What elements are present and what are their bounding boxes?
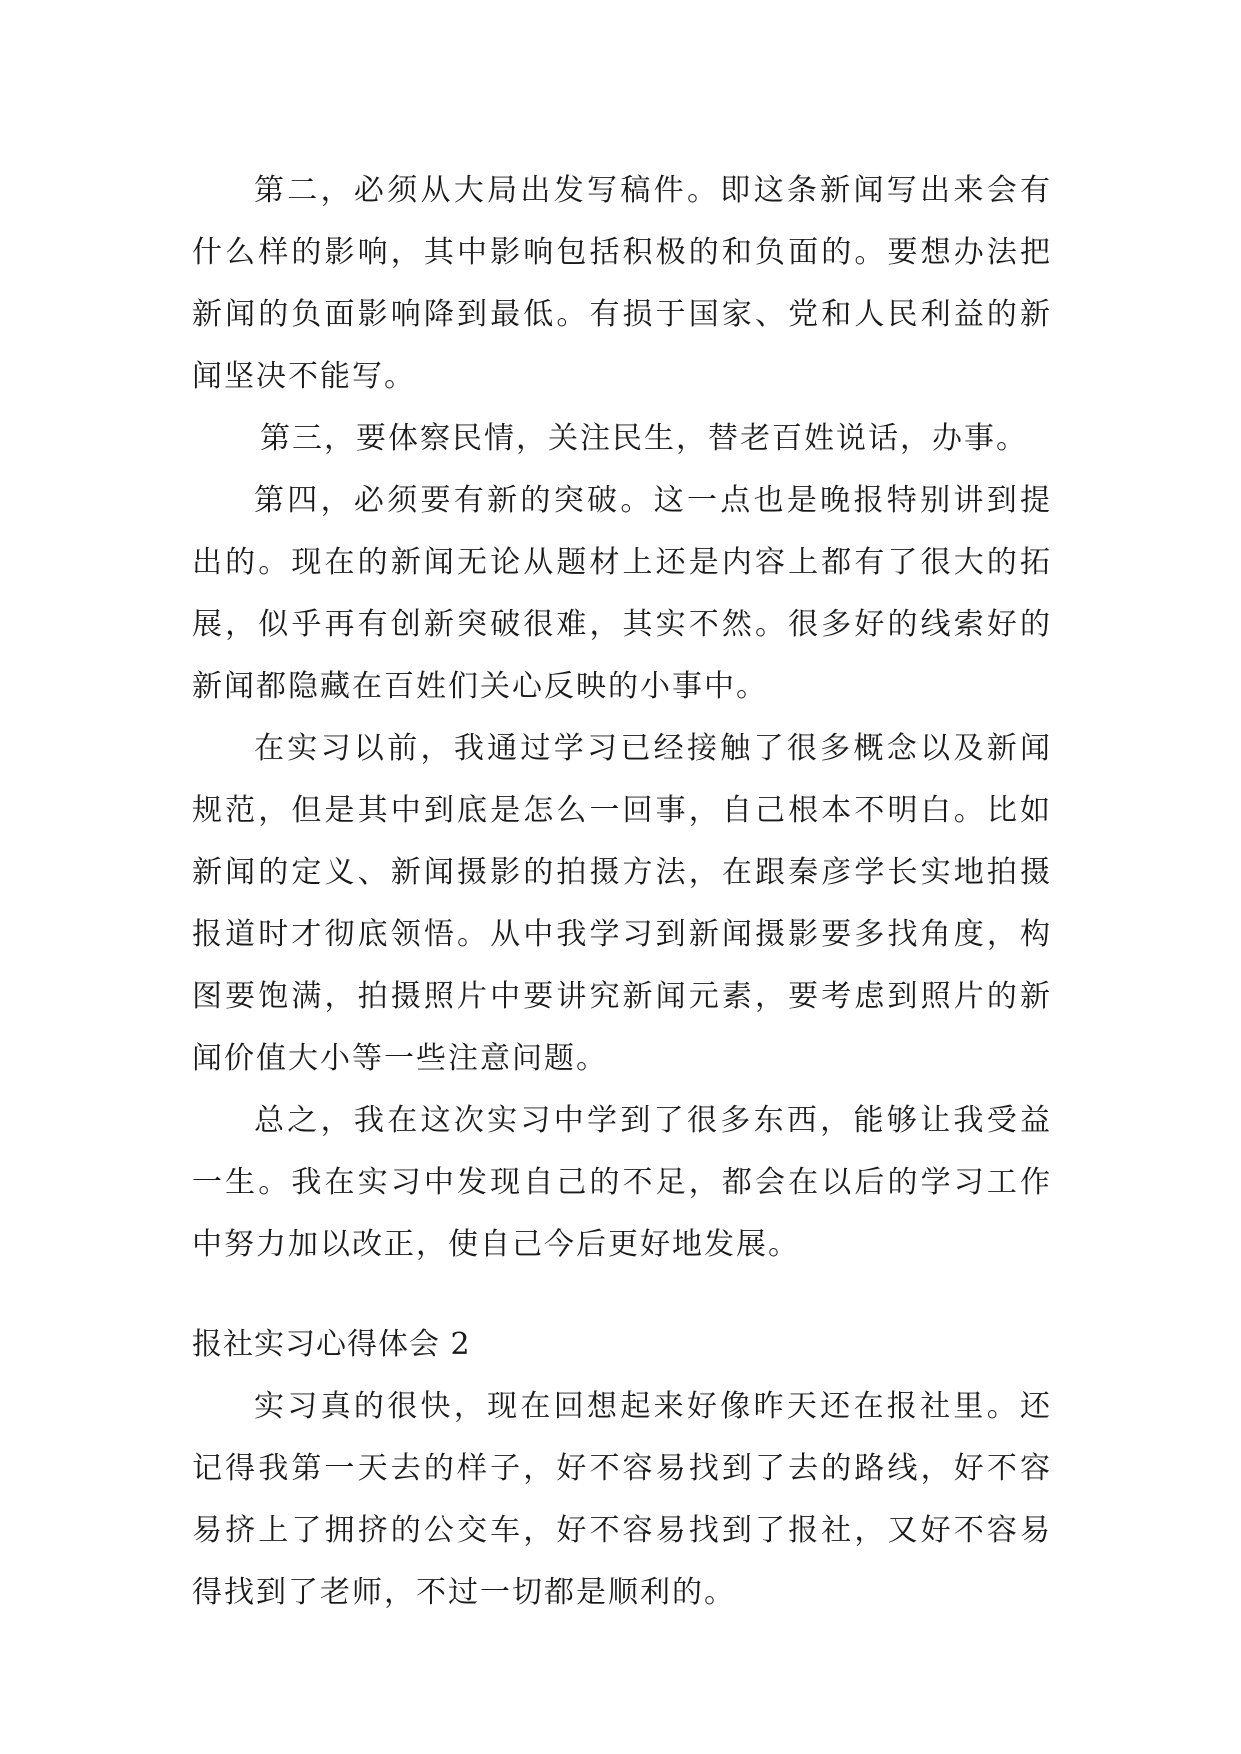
paragraph-fourth-point: 第四，必须要有新的突破。这一点也是晚报特别讲到提出的。现在的新闻无论从题材上还是内容上都有了很大的拓展，似乎再有创新突破很难，其实不然。很多好的线索好的新闻都隐藏在百姓们关心反映的小事中。	[192, 483, 1052, 704]
section-heading: 报社实习心得体会 2	[192, 1327, 471, 1362]
paragraph-section-intro: 实习真的很快，现在回想起来好像昨天还在报社里。还记得我第一天去的样子，好不容易找到了去的路线，好不容易挤上了拥挤的公交车，好不容易找到了报社，又好不容易得找到了老师，不过一切都是顺利的。	[192, 1389, 1052, 1610]
paragraph-third-point: 第三，要体察民情，关注民生，替老百姓说话，办事。	[260, 421, 1028, 456]
paragraph-second-point: 第二，必须从大局出发写稿件。即这条新闻写出来会有什么样的影响，其中影响包括积极的和负面的。要想办法把新闻的负面影响降到最低。有损于国家、党和人民利益的新闻坚决不能写。	[192, 173, 1052, 394]
paragraph-summary: 总之，我在这次实习中学到了很多东西，能够让我受益一生。我在实习中发现自己的不足，都会在以后的学习工作中努力加以改正，使自己今后更好地发展。	[192, 1103, 1052, 1262]
document-body	[192, 160, 1052, 1624]
paragraph-before-internship: 在实习以前，我通过学习已经接触了很多概念以及新闻规范，但是其中到底是怎么一回事，自己根本不明白。比如新闻的定义、新闻摄影的拍摄方法，在跟秦彦学长实地拍摄报道时才彻底领悟。从中我学习到新闻摄影要多找角度，构图要饱满，拍摄照片中要讲究新闻元素，要考虑到照片的新闻价值大小等一些注意问题。	[192, 731, 1052, 1076]
